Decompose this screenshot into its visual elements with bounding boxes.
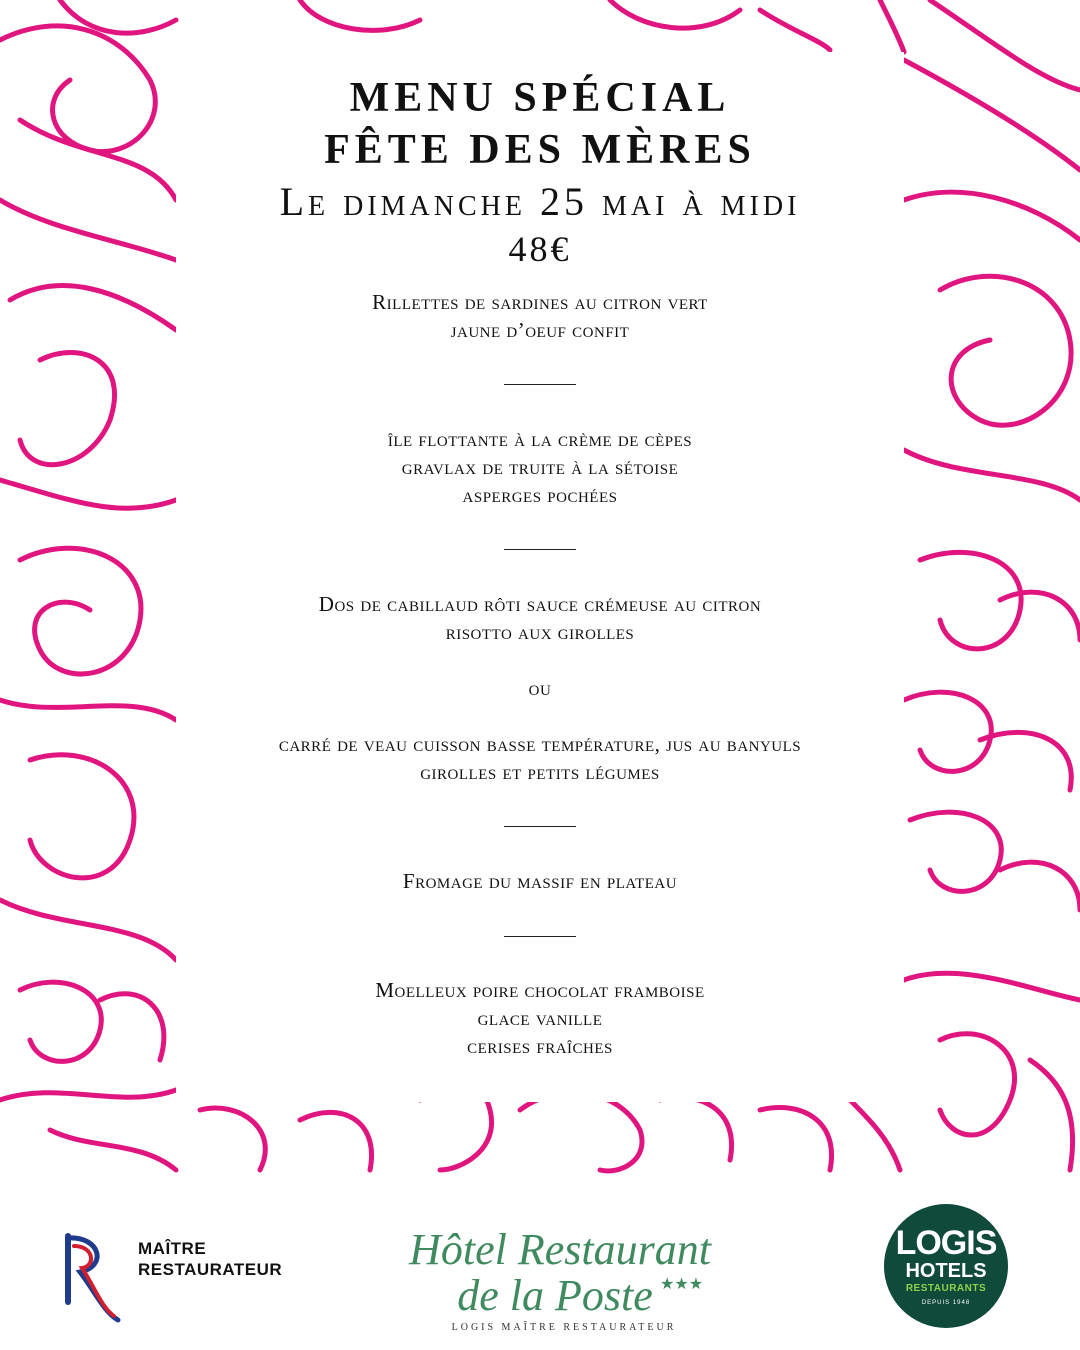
course-divider [504, 384, 576, 385]
menu-subtitle: Le dimanche 25 mai à midi [279, 179, 801, 224]
course-divider [504, 936, 576, 937]
dish-line: gravlax de truite à la sétoise [401, 455, 679, 479]
maitre-restaurateur-logo-icon [60, 1232, 124, 1326]
maitre-restaurateur-label [138, 1238, 282, 1280]
dish-line: Dos de cabillaud rôti sauce crémeuse au citron [318, 592, 762, 616]
course-entree [176, 425, 904, 509]
hotel-name-line2: de la Poste [457, 1271, 653, 1320]
restaurateur-line: RESTAURATEUR [138, 1260, 283, 1279]
course-divider [504, 549, 576, 550]
dish-line: Rillettes de sardines au citron vert [372, 290, 708, 314]
dish-line: asperges pochées [462, 483, 618, 507]
course-dessert [176, 976, 904, 1060]
dish-line: girolles et petits légumes [420, 760, 660, 784]
hotel-name-line1: Hôtel Restaurant [409, 1225, 711, 1274]
course-starter [176, 288, 904, 344]
dish-line: jaune d’oeuf confit [450, 318, 630, 342]
hotel-tagline: LOGIS MAÎTRE RESTAURATEUR [451, 1322, 677, 1333]
logis-hotels-word: HOTELS [905, 1260, 987, 1282]
dish-line: glace vanille [477, 1006, 603, 1030]
or-separator: ou [528, 676, 552, 700]
dish-line: île flottante à la crème de cèpes [387, 427, 693, 451]
hotel-stars: ★★★ [660, 1274, 704, 1293]
logis-restaurants-word: RESTAURANTS [905, 1283, 987, 1294]
menu-title-line2: FÊTE DES MÈRES [324, 127, 756, 173]
course-cheese [176, 867, 904, 895]
dish-line: risotto aux girolles [445, 620, 635, 644]
dish-line: carré de veau cuisson basse température, jus au banyuls [278, 732, 802, 756]
course-divider [504, 826, 576, 827]
dish-line: Fromage du massif en plateau [402, 869, 678, 893]
logis-word: LOGIS [895, 1224, 997, 1262]
menu-price: 48€ [508, 229, 572, 269]
dish-line: Moelleux poire chocolat framboise [375, 978, 705, 1002]
maitre-line: MAÎTRE [138, 1239, 207, 1258]
course-main-fish [176, 590, 904, 646]
logis-since: DEPUIS 1948 [921, 1300, 971, 1306]
logis-hotels-logo-icon [884, 1204, 1008, 1328]
dish-line: cerises fraîches [467, 1034, 613, 1058]
menu-title-line1: MENU SPÉCIAL [349, 75, 731, 121]
course-main-meat [176, 730, 904, 786]
